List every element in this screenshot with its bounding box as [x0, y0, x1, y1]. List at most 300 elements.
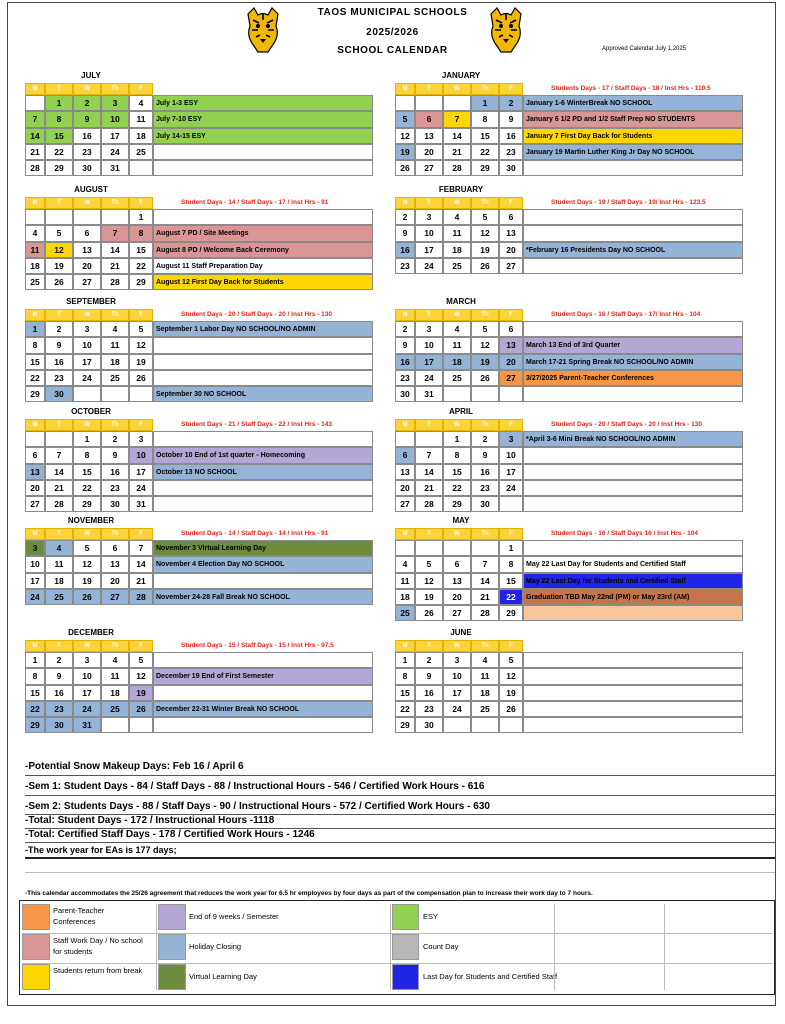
event-note: [523, 447, 743, 463]
day-cell: 6: [415, 111, 443, 127]
day-cell: 12: [471, 225, 499, 241]
event-note: [523, 685, 743, 701]
day-cell: 3: [25, 540, 45, 556]
day-cell: 23: [45, 701, 73, 717]
divider: [25, 842, 775, 843]
day-cell: 1: [443, 431, 471, 447]
day-cell: 15: [443, 464, 471, 480]
day-cell: 20: [101, 573, 129, 589]
weekday-header: W: [73, 528, 101, 540]
legend-gridline: [156, 904, 157, 990]
day-cell: 20: [25, 480, 45, 496]
weekday-header: T: [45, 83, 73, 95]
day-cell: 1: [499, 540, 523, 556]
event-note: Graduation TBD May 22nd (PM) or May 23rd (AM): [523, 589, 743, 605]
day-cell: 20: [395, 480, 415, 496]
event-note: May 22 Last Day for Students and Certified Staff: [523, 556, 743, 572]
event-note: July 1-3 ESY: [153, 95, 373, 111]
day-cell: 6: [73, 225, 101, 241]
day-cell: [25, 209, 45, 225]
day-cell: [73, 209, 101, 225]
weekday-header: Th: [471, 197, 499, 209]
day-cell: 2: [45, 652, 73, 668]
day-cell: 21: [25, 144, 45, 160]
day-cell: 16: [73, 128, 101, 144]
weekday-header: M: [25, 83, 45, 95]
weekday-header: Th: [471, 528, 499, 540]
month-stats: Student Days - 20 / Staff Days - 20 / Inst Hrs - 130: [181, 311, 332, 318]
day-cell: 5: [395, 111, 415, 127]
day-cell: 28: [101, 274, 129, 290]
day-cell: 16: [499, 128, 523, 144]
day-cell: 26: [45, 274, 73, 290]
day-cell: 17: [101, 128, 129, 144]
weekday-header: T: [415, 528, 443, 540]
day-cell: 25: [395, 605, 415, 621]
agreement-note: -This calendar accommodates the 25/26 agreement that reduces the work year for 6.5 hr employees by four days as part of the compensation plan to increase their work day to 7 hours.: [25, 890, 593, 897]
weekday-header: W: [443, 640, 471, 652]
day-cell: 10: [129, 447, 153, 463]
total-staff-days: -Total: Certified Staff Days - 178 / Certified Work Hours - 1246: [25, 829, 315, 840]
day-cell: 27: [25, 496, 45, 512]
day-cell: 27: [101, 589, 129, 605]
day-cell: 27: [499, 258, 523, 274]
legend-label: Students return from break: [53, 966, 143, 975]
weekday-header: M: [395, 528, 415, 540]
day-cell: 4: [129, 95, 153, 111]
day-cell: 25: [443, 370, 471, 386]
day-cell: [415, 540, 443, 556]
day-cell: 2: [73, 95, 101, 111]
day-cell: 16: [471, 464, 499, 480]
day-cell: 11: [101, 337, 129, 353]
day-cell: [471, 540, 499, 556]
day-cell: 12: [499, 668, 523, 684]
day-cell: [45, 431, 73, 447]
day-cell: 17: [73, 685, 101, 701]
weekday-header: Th: [101, 640, 129, 652]
day-cell: 18: [443, 242, 471, 258]
day-cell: 9: [395, 225, 415, 241]
school-year: 2025/2026: [366, 27, 419, 38]
day-cell: 25: [101, 701, 129, 717]
day-cell: 30: [73, 160, 101, 176]
day-cell: 15: [129, 242, 153, 258]
day-cell: 21: [415, 480, 443, 496]
day-cell: 19: [395, 144, 415, 160]
day-cell: 15: [25, 354, 45, 370]
day-cell: 6: [499, 321, 523, 337]
day-cell: 3: [129, 431, 153, 447]
day-cell: 31: [73, 717, 101, 733]
day-cell: 24: [415, 258, 443, 274]
day-cell: 9: [45, 668, 73, 684]
day-cell: [415, 431, 443, 447]
event-note: August 12 First Day Back for Students: [153, 274, 373, 290]
day-cell: 3: [443, 652, 471, 668]
month-title: APRIL: [449, 407, 473, 416]
weekday-header: M: [25, 197, 45, 209]
day-cell: 10: [101, 111, 129, 127]
day-cell: 29: [45, 160, 73, 176]
month-title: AUGUST: [74, 185, 108, 194]
weekday-header: M: [25, 309, 45, 321]
day-cell: [395, 95, 415, 111]
legend-label: Staff Work Day / No school for students: [53, 936, 143, 956]
event-note: July 7-10 ESY: [153, 111, 373, 127]
day-cell: 17: [443, 685, 471, 701]
day-cell: 29: [443, 496, 471, 512]
day-cell: [499, 386, 523, 402]
day-cell: 22: [395, 701, 415, 717]
weekday-header: Th: [101, 528, 129, 540]
day-cell: 14: [129, 556, 153, 572]
day-cell: 15: [25, 685, 45, 701]
weekday-header: Th: [471, 419, 499, 431]
day-cell: 27: [443, 605, 471, 621]
weekday-header: W: [443, 528, 471, 540]
day-cell: 19: [73, 573, 101, 589]
day-cell: 20: [499, 354, 523, 370]
legend-swatch: [392, 964, 419, 990]
day-cell: 1: [395, 652, 415, 668]
month-title: JULY: [81, 71, 101, 80]
day-cell: 2: [471, 431, 499, 447]
day-cell: 7: [101, 225, 129, 241]
day-cell: 11: [129, 111, 153, 127]
day-cell: 22: [25, 370, 45, 386]
day-cell: 5: [129, 652, 153, 668]
day-cell: 13: [499, 337, 523, 353]
day-cell: [45, 209, 73, 225]
weekday-header: T: [415, 419, 443, 431]
event-note: [153, 652, 373, 668]
day-cell: 4: [45, 540, 73, 556]
day-cell: 10: [499, 447, 523, 463]
day-cell: 17: [25, 573, 45, 589]
event-note: September 30 NO SCHOOL: [153, 386, 373, 402]
day-cell: 4: [395, 556, 415, 572]
day-cell: [101, 386, 129, 402]
weekday-header: F: [499, 309, 523, 321]
day-cell: 18: [443, 354, 471, 370]
weekday-header: F: [499, 528, 523, 540]
day-cell: 21: [129, 573, 153, 589]
day-cell: 5: [415, 556, 443, 572]
day-cell: 20: [415, 144, 443, 160]
total-student-days: -Total: Student Days - 172 / Instructional Hours -1118: [25, 815, 275, 826]
day-cell: 10: [25, 556, 45, 572]
day-cell: 12: [415, 573, 443, 589]
day-cell: [25, 95, 45, 111]
day-cell: 8: [443, 447, 471, 463]
day-cell: [101, 717, 129, 733]
day-cell: 6: [25, 447, 45, 463]
event-note: [153, 337, 373, 353]
day-cell: 4: [471, 652, 499, 668]
approved-date: Approved Calendar July 1,2025: [602, 46, 687, 52]
event-note: [153, 496, 373, 512]
day-cell: 27: [395, 496, 415, 512]
event-note: December 19 End of First Semester: [153, 668, 373, 684]
day-cell: 29: [25, 386, 45, 402]
day-cell: 24: [25, 589, 45, 605]
day-cell: 10: [415, 225, 443, 241]
day-cell: 19: [471, 242, 499, 258]
day-cell: 23: [499, 144, 523, 160]
snow-makeup-days: -Potential Snow Makeup Days: Feb 16 / April 6: [25, 761, 244, 772]
day-cell: 28: [471, 605, 499, 621]
day-cell: 15: [471, 128, 499, 144]
day-cell: 4: [443, 321, 471, 337]
event-note: [153, 573, 373, 589]
legend-label: ESY: [423, 912, 439, 921]
event-note: August 11 Staff Preparation Day: [153, 258, 373, 274]
day-cell: [499, 717, 523, 733]
event-note: [153, 480, 373, 496]
day-cell: 3: [415, 321, 443, 337]
day-cell: 1: [45, 95, 73, 111]
legend-gridline: [554, 904, 555, 990]
day-cell: 1: [25, 652, 45, 668]
day-cell: 22: [45, 144, 73, 160]
legend-gridline: [390, 904, 391, 990]
day-cell: 23: [415, 701, 443, 717]
event-note: January 19 Martin Luther King Jr Day NO SCHOOL: [523, 144, 743, 160]
day-cell: 26: [471, 258, 499, 274]
day-cell: 14: [101, 242, 129, 258]
day-cell: 17: [129, 464, 153, 480]
day-cell: 12: [129, 337, 153, 353]
day-cell: 13: [395, 464, 415, 480]
day-cell: 5: [73, 540, 101, 556]
day-cell: 30: [45, 717, 73, 733]
day-cell: 6: [443, 556, 471, 572]
day-cell: 9: [73, 111, 101, 127]
day-cell: 12: [395, 128, 415, 144]
day-cell: 24: [499, 480, 523, 496]
day-cell: 8: [129, 225, 153, 241]
day-cell: 31: [415, 386, 443, 402]
day-cell: 13: [415, 128, 443, 144]
weekday-header: Th: [101, 83, 129, 95]
day-cell: 5: [471, 209, 499, 225]
day-cell: 13: [101, 556, 129, 572]
day-cell: 30: [471, 496, 499, 512]
weekday-header: M: [395, 640, 415, 652]
day-cell: 19: [415, 589, 443, 605]
day-cell: 23: [395, 370, 415, 386]
day-cell: 4: [101, 321, 129, 337]
weekday-header: T: [45, 197, 73, 209]
divider: [25, 872, 775, 873]
day-cell: 16: [101, 464, 129, 480]
day-cell: 28: [45, 496, 73, 512]
weekday-header: W: [73, 83, 101, 95]
day-cell: 7: [45, 447, 73, 463]
day-cell: [443, 95, 471, 111]
day-cell: 22: [25, 701, 45, 717]
event-note: [523, 652, 743, 668]
weekday-header: M: [395, 419, 415, 431]
day-cell: [25, 431, 45, 447]
day-cell: 29: [25, 717, 45, 733]
weekday-header: F: [129, 309, 153, 321]
day-cell: 14: [45, 464, 73, 480]
day-cell: 21: [471, 589, 499, 605]
event-note: [153, 354, 373, 370]
weekday-header: F: [499, 197, 523, 209]
day-cell: 8: [73, 447, 101, 463]
month-stats: Student Days - 15 / Staff Days - 15 / Inst Hrs - 97.5: [181, 642, 334, 649]
day-cell: 5: [45, 225, 73, 241]
legend-label: Holiday Closing: [189, 942, 242, 951]
day-cell: 15: [395, 685, 415, 701]
day-cell: 1: [73, 431, 101, 447]
day-cell: 9: [415, 668, 443, 684]
event-note: January 6 1/2 PD and 1/2 Staff Prep NO STUDENTS: [523, 111, 743, 127]
weekday-header: F: [129, 83, 153, 95]
day-cell: [395, 431, 415, 447]
divider: [25, 857, 775, 859]
day-cell: 13: [73, 242, 101, 258]
day-cell: 29: [471, 160, 499, 176]
weekday-header: W: [443, 83, 471, 95]
day-cell: 17: [499, 464, 523, 480]
day-cell: 26: [415, 605, 443, 621]
event-note: December 22-31 Winter Break NO SCHOOL: [153, 701, 373, 717]
day-cell: 18: [25, 258, 45, 274]
event-note: July 14-15 ESY: [153, 128, 373, 144]
day-cell: 19: [45, 258, 73, 274]
weekday-header: F: [499, 419, 523, 431]
day-cell: [129, 160, 153, 176]
day-cell: 16: [415, 685, 443, 701]
day-cell: 11: [443, 337, 471, 353]
day-cell: 26: [73, 589, 101, 605]
event-note: August 8 PD / Welcome Back Ceremony: [153, 242, 373, 258]
day-cell: 2: [395, 321, 415, 337]
day-cell: 8: [45, 111, 73, 127]
day-cell: 19: [129, 685, 153, 701]
day-cell: 22: [129, 258, 153, 274]
weekday-header: W: [73, 197, 101, 209]
day-cell: 18: [129, 128, 153, 144]
event-note: [153, 209, 373, 225]
event-note: March 17-21 Spring Break NO SCHOOL/NO ADMIN: [523, 354, 743, 370]
event-note: August 7 PD / Site Meetings: [153, 225, 373, 241]
legend-swatch: [158, 934, 186, 960]
event-note: November 4 Election Day NO SCHOOL: [153, 556, 373, 572]
day-cell: 28: [25, 160, 45, 176]
day-cell: 11: [471, 668, 499, 684]
day-cell: 7: [129, 540, 153, 556]
day-cell: 22: [471, 144, 499, 160]
divider: [25, 775, 775, 776]
day-cell: 4: [443, 209, 471, 225]
event-note: [523, 605, 743, 621]
event-note: [523, 209, 743, 225]
day-cell: 23: [73, 144, 101, 160]
day-cell: 2: [395, 209, 415, 225]
day-cell: 23: [395, 258, 415, 274]
day-cell: 7: [443, 111, 471, 127]
day-cell: 24: [101, 144, 129, 160]
day-cell: 3: [499, 431, 523, 447]
day-cell: 10: [73, 337, 101, 353]
district-name: TAOS MUNICIPAL SCHOOLS: [317, 7, 468, 18]
day-cell: 31: [129, 496, 153, 512]
weekday-header: M: [395, 197, 415, 209]
day-cell: 5: [499, 652, 523, 668]
legend-gridline: [664, 904, 665, 990]
day-cell: 25: [25, 274, 45, 290]
event-note: [153, 685, 373, 701]
event-note: *February 16 Presidents Day NO SCHOOL: [523, 242, 743, 258]
legend-label: Last Day for Students and Certified Staff: [423, 972, 558, 981]
event-note: October 13 NO SCHOOL: [153, 464, 373, 480]
event-note: November 24-28 Fall Break NO SCHOOL: [153, 589, 373, 605]
event-note: [153, 370, 373, 386]
weekday-header: Th: [101, 309, 129, 321]
day-cell: 30: [499, 160, 523, 176]
day-cell: 7: [471, 556, 499, 572]
day-cell: 30: [415, 717, 443, 733]
day-cell: 9: [45, 337, 73, 353]
month-title: MAY: [452, 516, 470, 525]
day-cell: 23: [471, 480, 499, 496]
semester-1-summary: -Sem 1: Student Days - 84 / Staff Days - 88 / Instructional Hours - 546 / Certified Work Hours - 616: [25, 781, 485, 792]
day-cell: 30: [101, 496, 129, 512]
weekday-header: Th: [101, 197, 129, 209]
legend-gridline: [22, 933, 772, 934]
ea-work-year: -The work year for EAs is 177 days;: [25, 845, 177, 855]
day-cell: 8: [471, 111, 499, 127]
day-cell: 1: [129, 209, 153, 225]
day-cell: 28: [129, 589, 153, 605]
event-note: May 22 Last Day for Students and Certified Staff: [523, 573, 743, 589]
day-cell: 28: [443, 160, 471, 176]
weekday-header: F: [129, 640, 153, 652]
day-cell: 20: [443, 589, 471, 605]
day-cell: 9: [101, 447, 129, 463]
day-cell: 2: [499, 95, 523, 111]
month-stats: Student Days - 16 / Staff Days - 17/ Inst Hrs - 104: [551, 311, 701, 318]
day-cell: 18: [45, 573, 73, 589]
weekday-header: F: [499, 640, 523, 652]
day-cell: 3: [73, 321, 101, 337]
month-title: OCTOBER: [71, 407, 111, 416]
day-cell: 25: [471, 701, 499, 717]
weekday-header: T: [45, 640, 73, 652]
day-cell: 11: [101, 668, 129, 684]
day-cell: [471, 717, 499, 733]
day-cell: 25: [443, 258, 471, 274]
month-title: JUNE: [450, 628, 472, 637]
day-cell: 27: [499, 370, 523, 386]
weekday-header: T: [415, 197, 443, 209]
day-cell: 30: [395, 386, 415, 402]
legend-swatch: [22, 964, 50, 990]
month-title: MARCH: [446, 297, 476, 306]
month-title: DECEMBER: [68, 628, 114, 637]
day-cell: 6: [395, 447, 415, 463]
weekday-header: M: [25, 640, 45, 652]
day-cell: 5: [471, 321, 499, 337]
day-cell: [471, 386, 499, 402]
event-note: [153, 144, 373, 160]
weekday-header: F: [499, 83, 523, 95]
